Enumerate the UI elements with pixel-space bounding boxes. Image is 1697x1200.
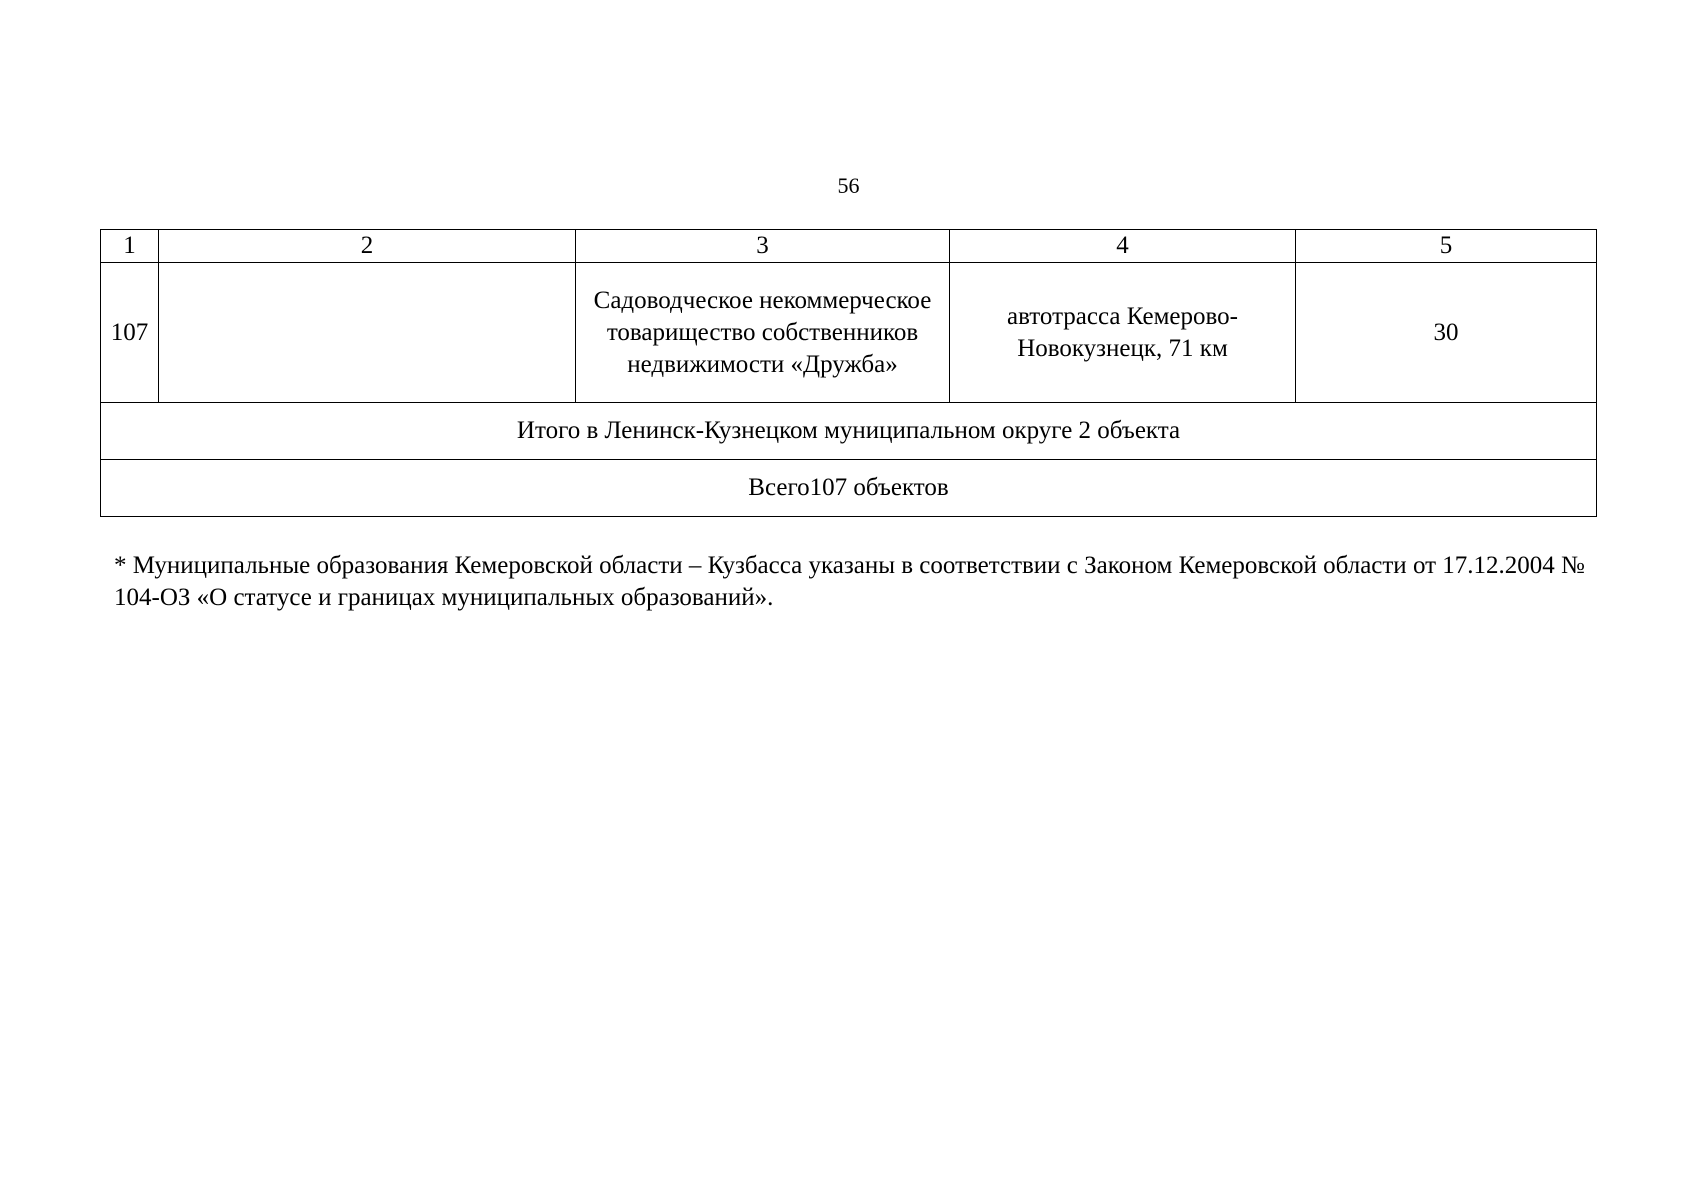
column-header-3: 3 — [576, 230, 950, 263]
column-header-1: 1 — [101, 230, 159, 263]
grand-total-row — [101, 460, 1597, 517]
column-header-2: 2 — [159, 230, 576, 263]
location-cell: автотрасса Кемерово-Новокузнецк, 71 км — [950, 263, 1296, 403]
row-number-cell: 107 — [101, 263, 159, 403]
column-header-5: 5 — [1296, 230, 1597, 263]
table-row — [101, 263, 1597, 403]
footnote: * Муниципальные образования Кемеровской области – Кузбасса указаны в соответствии с Законом Кемеровской области от 17.12.2004 № 104-ОЗ «О статусе и границах муниципальных образований». — [114, 552, 1585, 611]
value-cell: 30 — [1296, 263, 1597, 403]
object-name-cell: Садоводческое некоммерческое товарищество собственников недвижимости «Дружба» — [576, 263, 950, 403]
row-column-2-cell — [159, 263, 576, 403]
subtotal-row — [101, 403, 1597, 460]
column-header-4: 4 — [950, 230, 1296, 263]
subtotal-cell: Итого в Ленинск-Кузнецком муниципальном округе 2 объекта — [101, 403, 1597, 460]
grand-total-cell: Всего107 объектов — [101, 460, 1597, 517]
table-header-row — [101, 230, 1597, 263]
objects-table — [100, 229, 1597, 517]
page-number: 56 — [837, 173, 860, 198]
